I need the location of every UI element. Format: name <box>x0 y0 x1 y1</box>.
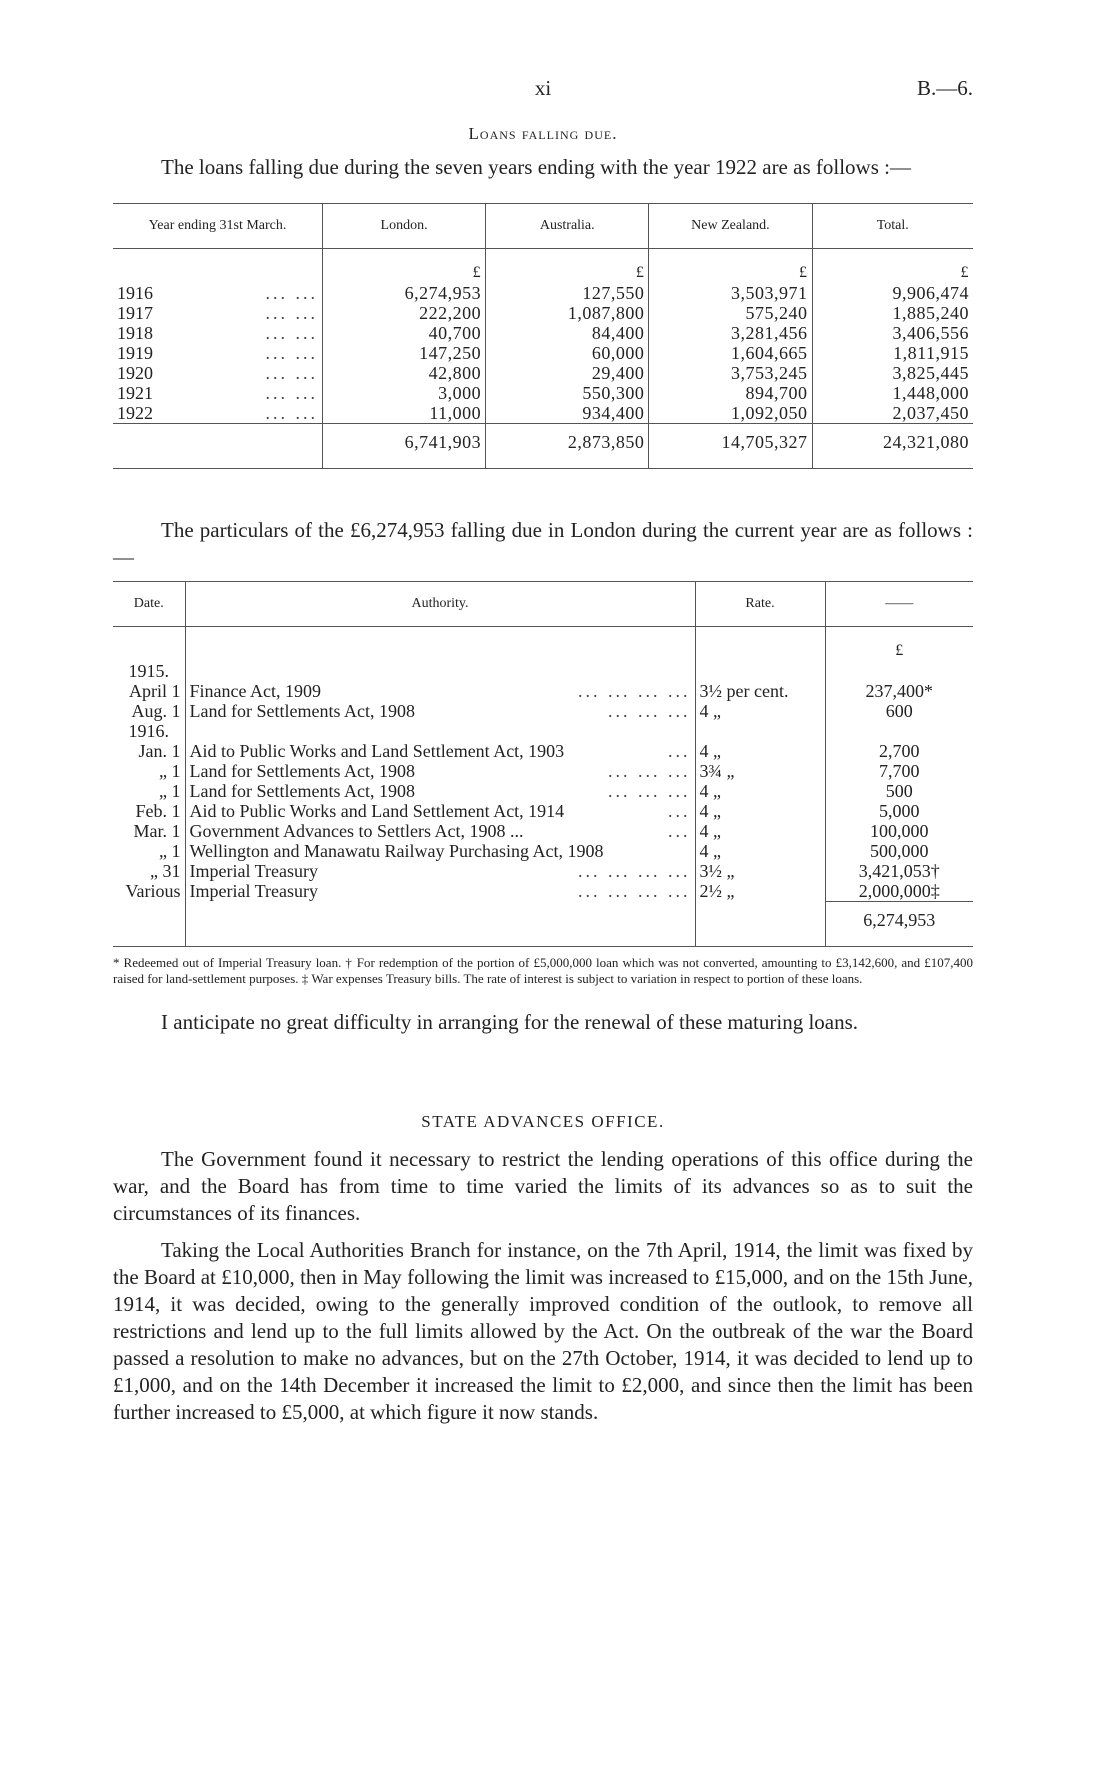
rate-cell: 4 „ <box>695 741 825 761</box>
col-year: Year ending 31st March. <box>113 204 322 249</box>
currency-symbol: £ <box>649 249 812 284</box>
authority-cell: Finance Act, 1909 <box>189 681 321 701</box>
table-row <box>113 681 973 701</box>
authority-cell: Wellington and Manawatu Railway Purchasing Act, 1908 <box>189 841 604 861</box>
particulars-total: 6,274,953 <box>825 902 973 947</box>
document-page <box>113 68 973 1426</box>
amount-cell: 600 <box>825 701 973 721</box>
dot-leader: ... <box>668 741 691 761</box>
table-cell: 3,000 <box>322 383 485 403</box>
table-row <box>113 323 973 343</box>
table-row <box>113 781 973 801</box>
table-cell: 84,400 <box>486 323 649 343</box>
authority-cell: Imperial Treasury <box>189 861 318 881</box>
rate-cell: 4 „ <box>695 821 825 841</box>
loans-table <box>113 203 973 469</box>
authority-cell: Aid to Public Works and Land Settlement Act, 1903 <box>189 741 565 761</box>
col-london: London. <box>322 204 485 249</box>
currency-row <box>113 627 973 662</box>
table-row <box>113 303 973 323</box>
particulars-table <box>113 581 973 947</box>
col-new-zealand: New Zealand. <box>649 204 812 249</box>
rate-cell: 4 „ <box>695 841 825 861</box>
table-row <box>113 383 973 403</box>
date-cell: Aug. 1 <box>131 701 181 721</box>
amount-cell: 2,000,000‡ <box>825 881 973 902</box>
rate-cell: 2½ „ <box>695 881 825 902</box>
table-cell: 127,550 <box>486 283 649 303</box>
table-cell: 1,087,800 <box>486 303 649 323</box>
rate-cell: 3¾ „ <box>695 761 825 781</box>
date-cell: „ 1 <box>159 781 181 801</box>
table-cell: 9,906,474 <box>812 283 973 303</box>
table-row <box>113 741 973 761</box>
dot-leader: ... ... ... <box>608 701 691 721</box>
table-row <box>113 343 973 363</box>
table-cell: 6,274,953 <box>322 283 485 303</box>
currency-symbol: £ <box>322 249 485 284</box>
total-new-zealand: 14,705,327 <box>649 424 812 469</box>
amount-cell: 500,000 <box>825 841 973 861</box>
currency-symbol: £ <box>825 627 973 662</box>
dot-leader: ... ... ... ... <box>578 681 691 701</box>
table-cell: 1,448,000 <box>812 383 973 403</box>
year-cell: 1918 <box>117 323 153 343</box>
year-cell: 1916 <box>117 283 153 303</box>
dot-leader: ... ... <box>265 303 318 323</box>
state-advances-title: STATE ADVANCES OFFICE. <box>421 1112 665 1131</box>
table-row <box>113 701 973 721</box>
page-header <box>113 68 973 108</box>
table-cell: 1,811,915 <box>812 343 973 363</box>
table-cell: 1,092,050 <box>649 403 812 424</box>
amount-cell <box>825 721 973 741</box>
dot-leader: ... ... <box>265 343 318 363</box>
table-cell: 11,000 <box>322 403 485 424</box>
table-cell: 1,885,240 <box>812 303 973 323</box>
total-grand: 24,321,080 <box>812 424 973 469</box>
col-australia: Australia. <box>486 204 649 249</box>
col-total: Total. <box>812 204 973 249</box>
date-cell: April 1 <box>129 681 181 701</box>
dot-leader: ... ... ... ... <box>578 861 691 881</box>
currency-symbol: £ <box>486 249 649 284</box>
table-cell: 60,000 <box>486 343 649 363</box>
table-cell: 894,700 <box>649 383 812 403</box>
table-cell: 29,400 <box>486 363 649 383</box>
authority-cell: Land for Settlements Act, 1908 <box>189 781 415 801</box>
dot-leader: ... ... <box>265 363 318 383</box>
rate-cell: 3½ „ <box>695 861 825 881</box>
loans-section-title: Loans falling due. <box>468 124 618 143</box>
amount-cell: 237,400* <box>825 681 973 701</box>
amount-cell: 500 <box>825 781 973 801</box>
table-cell: 2,037,450 <box>812 403 973 424</box>
state-advances-paragraph-1: The Government found it necessary to restrict the lending operations of this office during the war, and the Board has from time to time varied the limits of its advances so as to suit the circumstances of its finances. <box>113 1147 973 1225</box>
table-cell: 3,753,245 <box>649 363 812 383</box>
table-cell: 42,800 <box>322 363 485 383</box>
currency-symbol: £ <box>812 249 973 284</box>
authority-cell: Aid to Public Works and Land Settlement Act, 1914 <box>189 801 565 821</box>
total-australia: 2,873,850 <box>486 424 649 469</box>
date-cell: Various <box>125 881 181 901</box>
table-row <box>113 761 973 781</box>
year-cell: 1917 <box>117 303 153 323</box>
year-cell: 1922 <box>117 403 153 423</box>
col-authority: Authority. <box>185 582 695 627</box>
rate-cell: 4 „ <box>695 701 825 721</box>
page-number: xi <box>534 76 552 100</box>
date-cell: 1916. <box>128 721 169 741</box>
table-cell: 222,200 <box>322 303 485 323</box>
date-cell: Jan. 1 <box>138 741 181 761</box>
table-row <box>113 821 973 841</box>
date-cell: 1915. <box>128 661 169 681</box>
dot-leader: ... ... ... ... <box>578 881 691 901</box>
table-cell: 3,825,445 <box>812 363 973 383</box>
rate-cell: 3½ per cent. <box>695 681 825 701</box>
table-cell: 147,250 <box>322 343 485 363</box>
dot-leader: ... ... ... <box>608 761 691 781</box>
table-row <box>113 363 973 383</box>
paper-reference: B.—6. <box>916 76 973 100</box>
rate-cell: 4 „ <box>695 781 825 801</box>
table-row <box>113 661 973 681</box>
date-cell: Mar. 1 <box>133 821 181 841</box>
table-cell: 550,300 <box>486 383 649 403</box>
dot-leader: ... ... <box>265 403 318 423</box>
authority-cell: Imperial Treasury <box>189 881 318 901</box>
table-row <box>113 881 973 902</box>
dot-leader: ... ... <box>265 283 318 303</box>
table-cell: 934,400 <box>486 403 649 424</box>
table-cell: 3,406,556 <box>812 323 973 343</box>
authority-cell: Government Advances to Settlers Act, 1908 ... <box>189 821 524 841</box>
table-row <box>113 841 973 861</box>
amount-cell: 7,700 <box>825 761 973 781</box>
table-row <box>113 403 973 424</box>
date-cell: Feb. 1 <box>135 801 181 821</box>
col-amount: —— <box>825 582 973 627</box>
year-cell: 1921 <box>117 383 153 403</box>
total-london: 6,741,903 <box>322 424 485 469</box>
table-cell: 40,700 <box>322 323 485 343</box>
year-cell: 1920 <box>117 363 153 383</box>
dot-leader: ... <box>668 821 691 841</box>
authority-cell: Land for Settlements Act, 1908 <box>189 761 415 781</box>
dot-leader: ... ... ... <box>608 781 691 801</box>
dot-leader: ... <box>668 801 691 821</box>
rate-cell <box>695 661 825 681</box>
renewal-paragraph: I anticipate no great difficulty in arranging for the renewal of these maturing loans. <box>161 1010 859 1034</box>
amount-cell <box>825 661 973 681</box>
dot-leader: ... ... <box>265 383 318 403</box>
date-cell: „ 1 <box>159 841 181 861</box>
rate-cell: 4 „ <box>695 801 825 821</box>
amount-cell: 2,700 <box>825 741 973 761</box>
footnote: * Redeemed out of Imperial Treasury loan. † For redemption of the portion of £5,000,000 loan which was not converted, amounting to £3,142,600, and £107,400 raised for land-settlement purposes. ‡ War expenses Treasury bills. The rate of interest is subject to variation in respect to portion of these loans. <box>113 955 973 986</box>
amount-cell: 100,000 <box>825 821 973 841</box>
table-row <box>113 801 973 821</box>
year-cell: 1919 <box>117 343 153 363</box>
date-cell: „ 1 <box>159 761 181 781</box>
table-row <box>113 861 973 881</box>
particulars-intro: The particulars of the £6,274,953 falling due in London during the current year are as follows :— <box>113 518 973 569</box>
table-cell: 575,240 <box>649 303 812 323</box>
col-date: Date. <box>113 582 185 627</box>
date-cell: „ 31 <box>150 861 181 881</box>
dot-leader: ... ... <box>265 323 318 343</box>
table-row <box>113 721 973 741</box>
state-advances-paragraph-2: Taking the Local Authorities Branch for instance, on the 7th April, 1914, the limit was fixed by the Board at £10,000, then in May following the limit was increased to £15,000, and on the 15th June, 1914, it was decided, owing to the generally improved condition of the outlook, to remove all restrictions and lend up to the full limits allowed by the Act. On the outbreak of the war the Board passed a resolution to make no advances, but on the 27th October, 1914, it was decided to lend up to £1,000, and on the 14th December it increased the limit to £2,000, and since then the limit has been further increased to £5,000, at which figure it now stands. <box>113 1238 973 1424</box>
col-rate: Rate. <box>695 582 825 627</box>
table-cell: 3,281,456 <box>649 323 812 343</box>
loans-intro: The loans falling due during the seven years ending with the year 1922 are as follows :— <box>161 155 911 179</box>
table-cell: 3,503,971 <box>649 283 812 303</box>
amount-cell: 5,000 <box>825 801 973 821</box>
particulars-total-row <box>113 902 973 947</box>
loans-total-row <box>113 424 973 469</box>
table-row <box>113 283 973 303</box>
amount-cell: 3,421,053† <box>825 861 973 881</box>
rate-cell <box>695 721 825 741</box>
table-cell: 1,604,665 <box>649 343 812 363</box>
currency-row <box>113 249 973 284</box>
authority-cell: Land for Settlements Act, 1908 <box>189 701 415 721</box>
